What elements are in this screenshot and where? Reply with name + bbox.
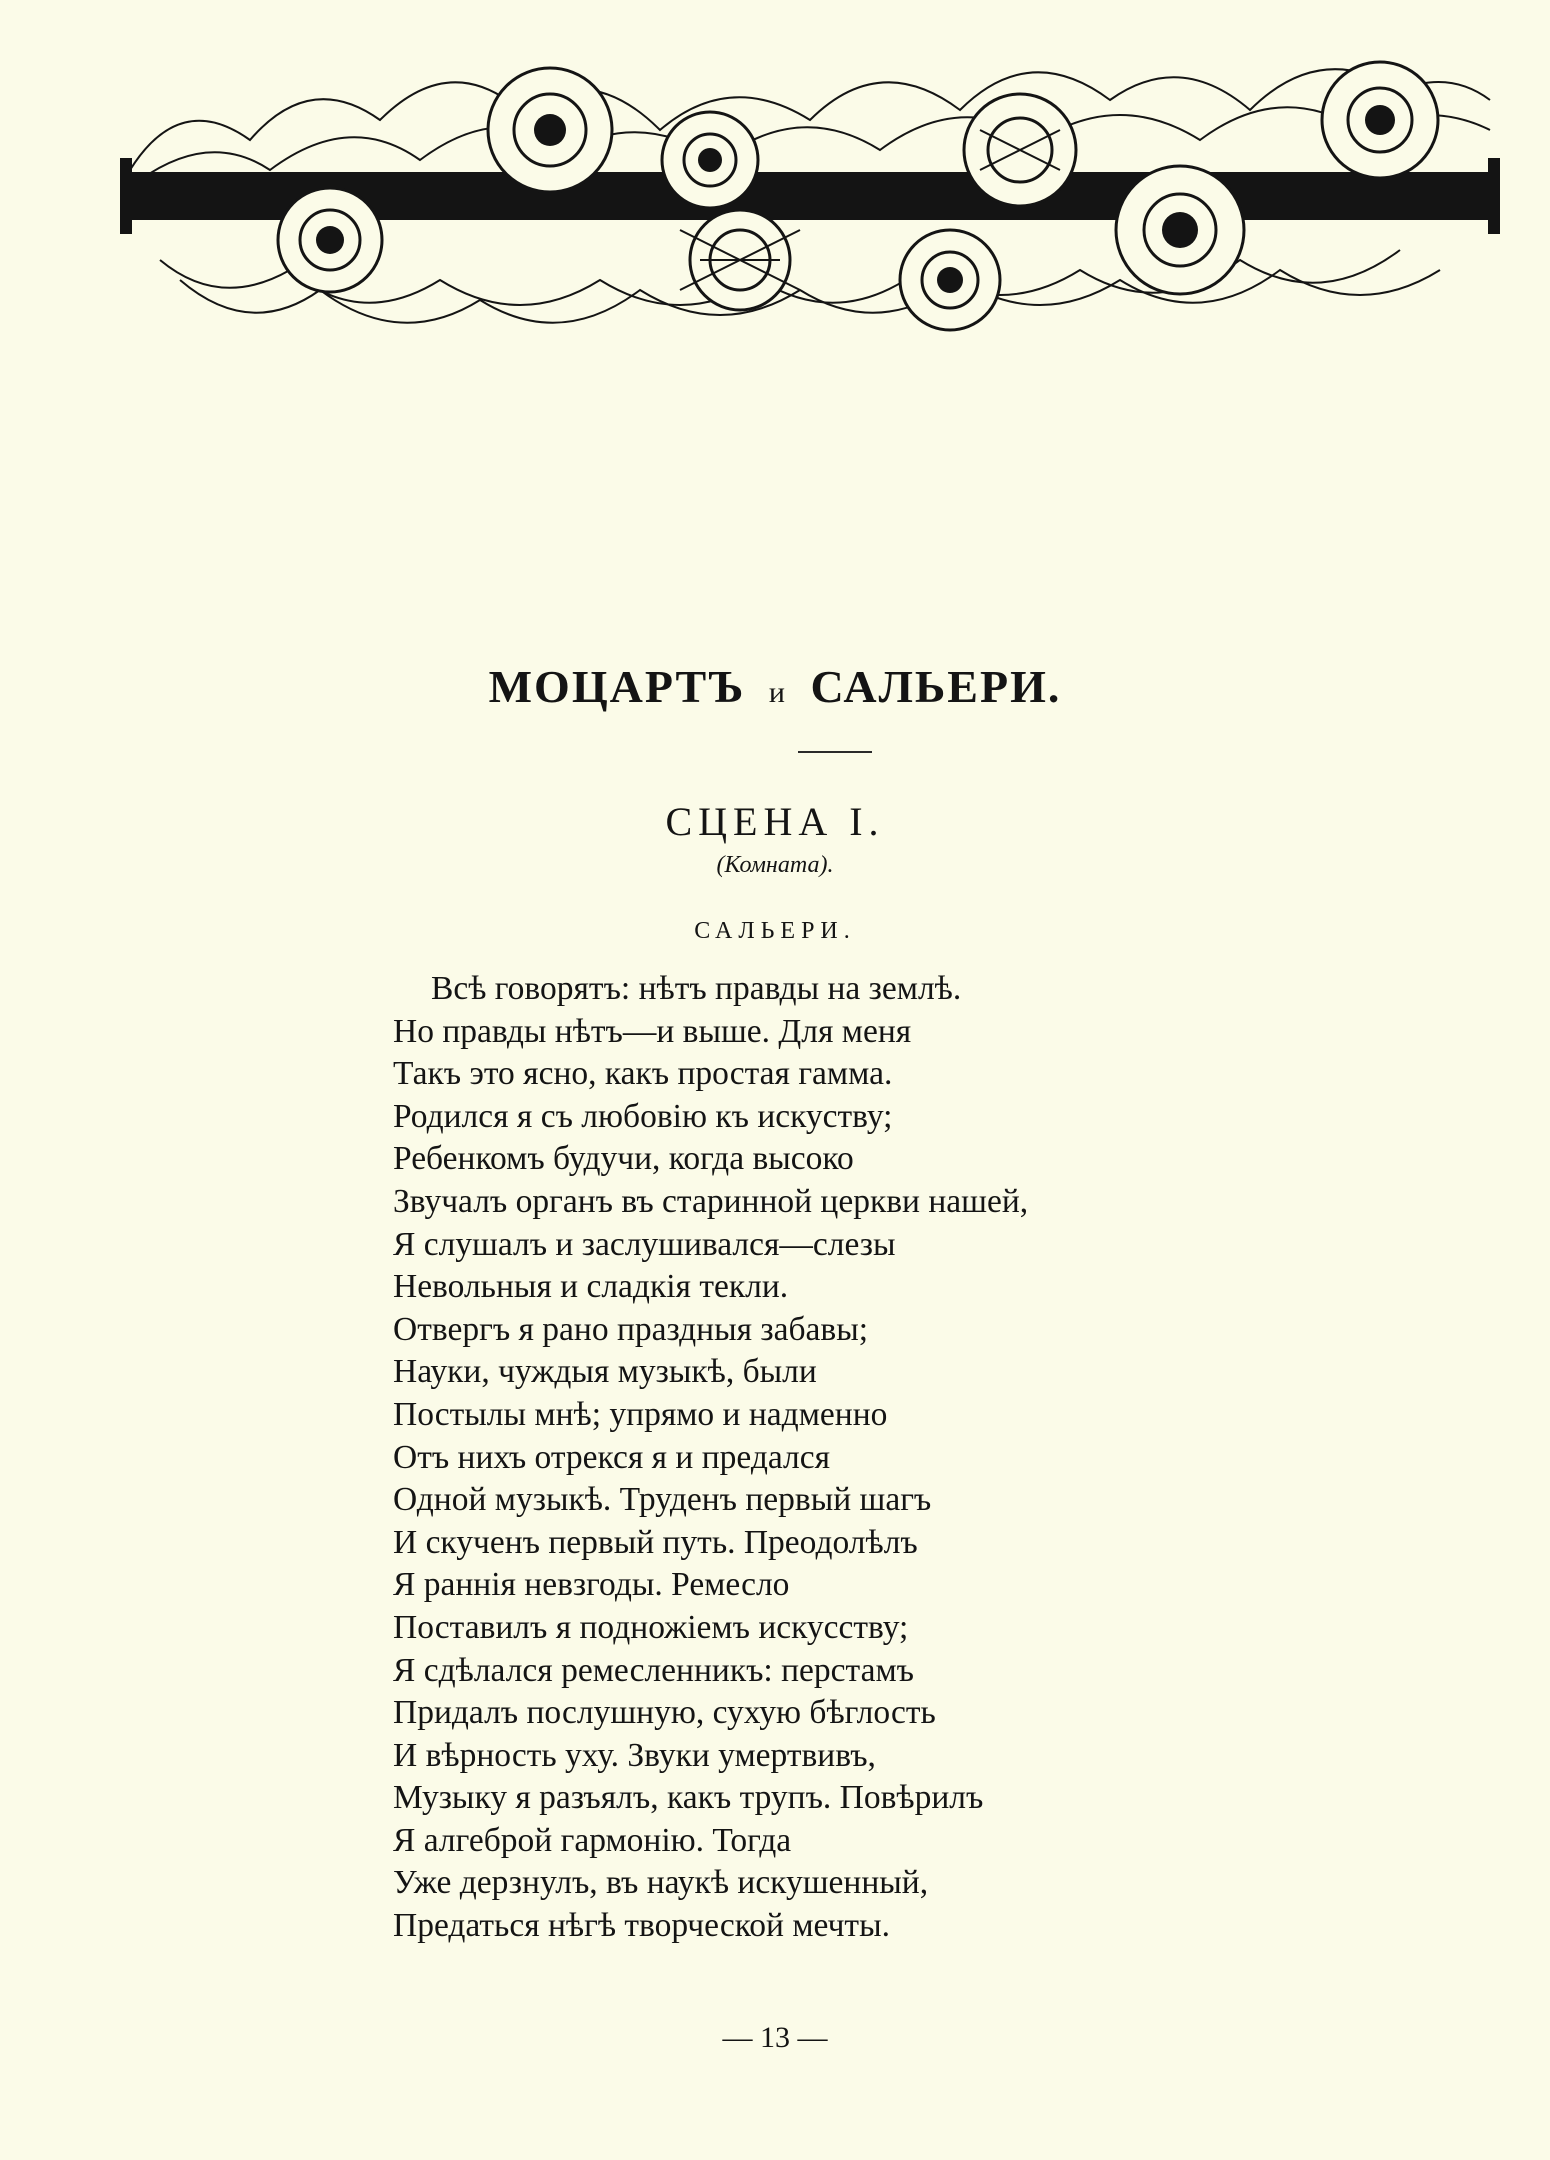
verse-line: Я слушалъ и заслушивался—слезы xyxy=(393,1225,896,1263)
verse-line: Музыку я разъялъ, какъ трупъ. Повѣрилъ xyxy=(393,1779,984,1817)
verse-line: Одной музыкѣ. Труденъ первый шагъ xyxy=(393,1481,932,1519)
verse-line: Звучалъ органъ въ старинной церкви нашей, xyxy=(393,1182,1029,1220)
verse-line: Отъ нихъ отрекся я и предался xyxy=(393,1438,831,1476)
verse-line: Ребенкомъ будучи, когда высоко xyxy=(393,1140,854,1178)
title-main: МОЦАРТЪ xyxy=(488,661,746,712)
verse-block xyxy=(393,968,1293,1948)
verse-line: Я алгеброй гармонію. Тогда xyxy=(393,1821,792,1859)
title-divider xyxy=(798,751,872,753)
play-title xyxy=(0,660,1550,713)
verse-line: Науки, чуждыя музыкѣ, были xyxy=(393,1353,817,1391)
scene-setting: (Комната). xyxy=(716,852,834,878)
verse-line: Невольныя и сладкія текли. xyxy=(393,1268,789,1306)
verse-line: Родился я съ любовію къ искуству; xyxy=(393,1097,893,1135)
verse-line: Я сдѣлался ремесленникъ: перстамъ xyxy=(393,1651,914,1689)
title-second: САЛЬЕРИ. xyxy=(810,661,1062,712)
verse-line: Поставилъ я подножіемъ искусству; xyxy=(393,1608,909,1646)
verse-line: Отвергъ я рано праздныя забавы; xyxy=(393,1310,869,1348)
verse-line: Уже дерзнулъ, въ наукѣ искушенный, xyxy=(393,1864,929,1902)
speaker-name: САЛЬЕРИ. xyxy=(694,918,856,944)
verse-line: И вѣрность уху. Звуки умертвивъ, xyxy=(393,1736,876,1774)
page-number: — 13 — xyxy=(722,2021,828,2054)
verse-line: Но правды нѣтъ—и выше. Для меня xyxy=(393,1012,912,1050)
verse-line: И скученъ первый путь. Преодолѣлъ xyxy=(393,1523,918,1561)
floral-headpiece-ornament xyxy=(120,30,1500,350)
title-conjunction: и xyxy=(768,676,787,709)
verse-line: Такъ это ясно, какъ простая гамма. xyxy=(393,1055,893,1093)
verse-line: Я раннія невзгоды. Ремесло xyxy=(393,1566,790,1604)
verse-line: Всѣ говорятъ: нѣтъ правды на землѣ. xyxy=(431,970,962,1007)
verse-line: Постылы мнѣ; упрямо и надменно xyxy=(393,1395,888,1433)
verse-line: Предаться нѣгѣ творческой мечты. xyxy=(393,1907,890,1945)
verse-line: Придалъ послушную, сухую бѣглость xyxy=(393,1694,936,1732)
scene-heading: СЦЕНА I. xyxy=(665,799,885,844)
